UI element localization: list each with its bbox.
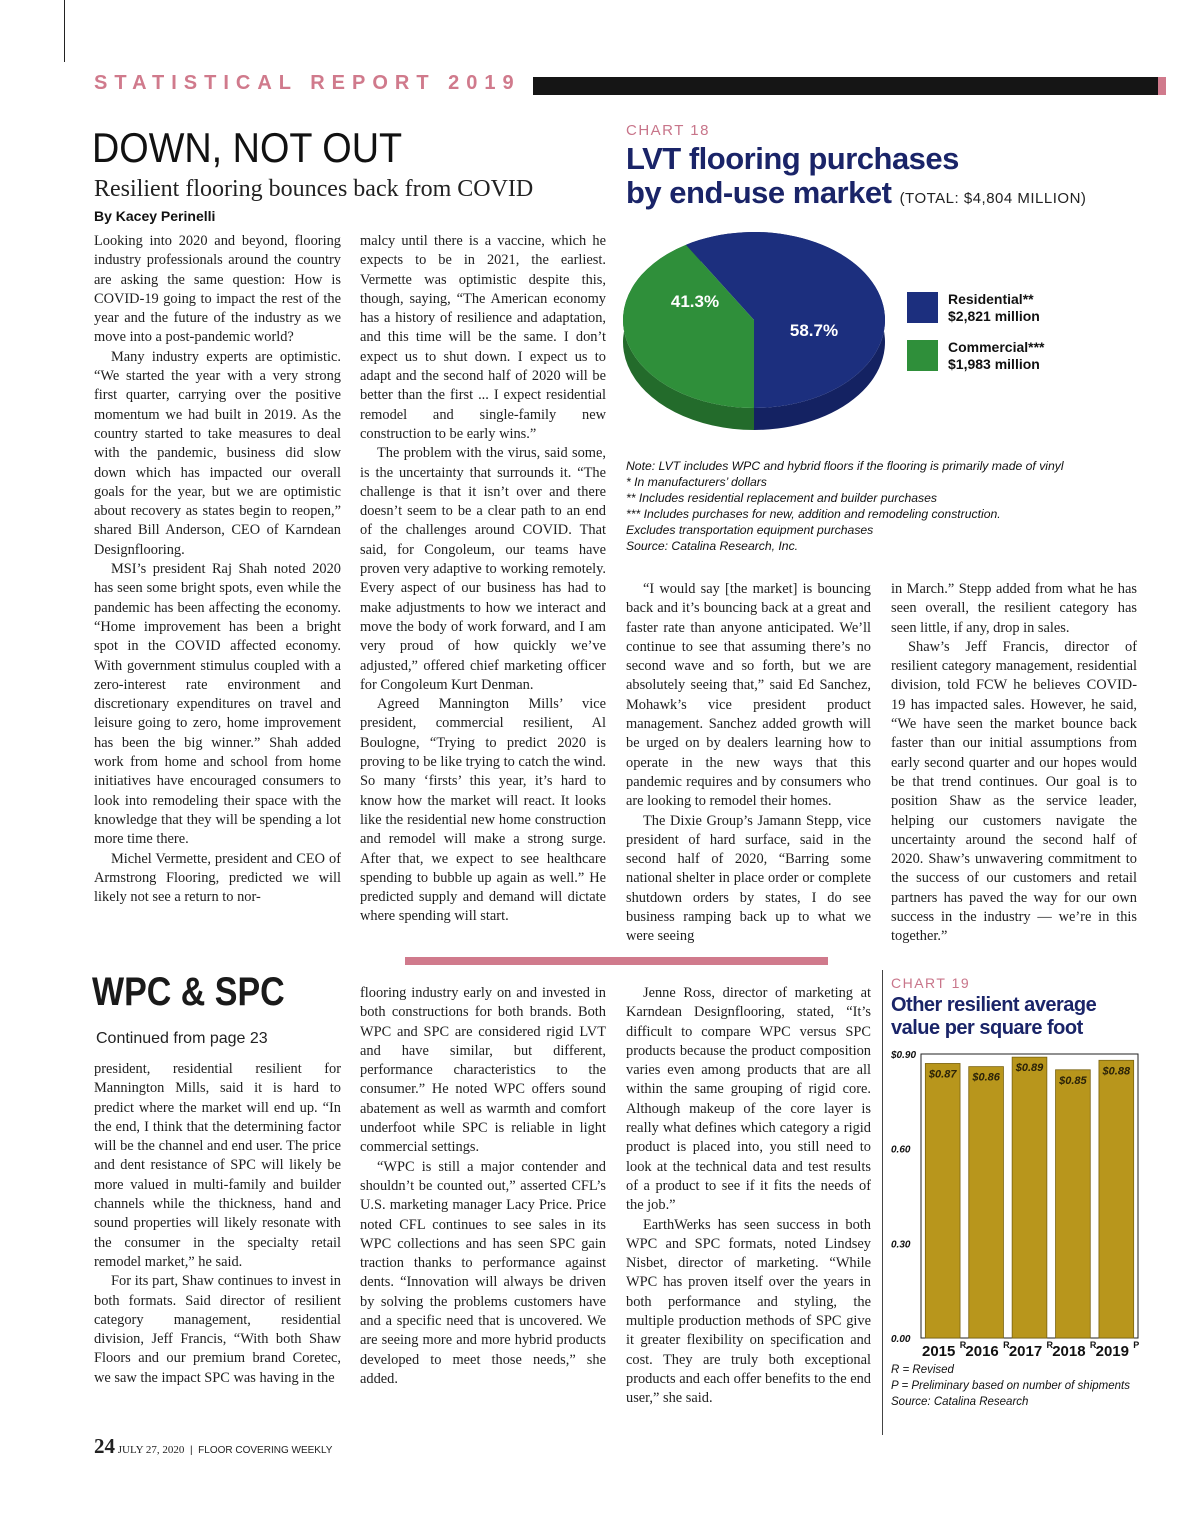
bar-2019 xyxy=(1099,1060,1134,1338)
paragraph: malcy until there is a vaccine, which he expects to be in 2021, the earliest. Vermette was optimistic despite this, though, saying, “The American economy has a history of resilience and adaptation, and this time will be the same. I don’t expect us to shut down. I expect us to adapt and the second half of 2020 will be better than the first ... I expect residential remodel and single-family new construction to be early wins.” xyxy=(360,233,606,442)
article-deck: Resilient flooring bounces back from COVID xyxy=(94,176,534,202)
header-accent xyxy=(1158,77,1166,95)
y-tick-label: 0.30 xyxy=(891,1239,911,1251)
x-tick-label: 2015 xyxy=(922,1343,956,1360)
wpc-column-3 xyxy=(626,984,871,1430)
article-column-2 xyxy=(360,232,606,947)
chart19-title xyxy=(891,994,1166,1040)
chart18-note: *** Includes purchases for new, addition and remodeling construction. xyxy=(626,507,1001,521)
legend-residential-label: Residential** xyxy=(948,291,1034,307)
wpc-column-1 xyxy=(94,1060,341,1430)
legend-residential xyxy=(948,291,1040,325)
x-tick-mark: P xyxy=(1133,1340,1140,1350)
chart18-pie xyxy=(620,225,910,450)
chart18-title xyxy=(626,142,1186,216)
pie-label-residential: 58.7% xyxy=(789,321,839,340)
chart19-notes xyxy=(891,1362,1166,1410)
paragraph: Looking into 2020 and beyond, flooring industry professionals around the country are asking the same question: How is COVID-19 going to impact the rest of the year and the future of the industry as we move into a post-pandemic world? xyxy=(94,233,341,346)
bar-value-label: $0.89 xyxy=(1015,1062,1044,1075)
x-tick-mark: R xyxy=(1003,1340,1010,1350)
paragraph: flooring industry early on and invested in both constructions for both brands. Both WPC and SPC are considered rigid LVT and have similar, but different, performance characteristics to the consumer.” He noted WPC offers sound abatement as well as warmth and comfort underfoot while SPC is reliable in light commercial settings. xyxy=(360,985,606,1156)
legend-commercial xyxy=(948,339,1045,373)
paragraph: Agreed Mannington Mills’ vice president, commercial resilient, Al Boulogne, “Trying to predict 2020 is proving to be like trying to catch the wind. So many ‘firsts’ this year, it’s hard to know how the market will react. It looks like the residential new home construction and remodel will make a strong surge. After that, we expect to see healthcare spending to bubble up again as well.” He predicted supply and demand will dictate where spending will start. xyxy=(360,696,606,925)
paragraph: The problem with the virus, said some, is the uncertainty that surrounds it. “The challenge is that it isn’t over and there doesn’t seem to be a clear path to an end of the challenges around COVID. That said, for Congoleum, our teams have proven very adaptive to working remotely. Every aspect of our business has had to make adjustments to how we interact and move the body of work forward, and I am very proud of how quickly we’ve adjusted,” offered chief marketing officer for Congoleum Kurt Denman. xyxy=(360,445,606,693)
chart19-note: Source: Catalina Research xyxy=(891,1396,1029,1408)
chart19-title-line2: value per square foot xyxy=(891,1017,1083,1039)
legend-commercial-amount: $1,983 million xyxy=(948,356,1040,372)
x-tick-label: 2018 xyxy=(1052,1343,1086,1360)
bar-2015 xyxy=(925,1063,960,1338)
page-number: 24 xyxy=(94,1434,115,1458)
x-tick-label: 2017 xyxy=(1008,1343,1043,1360)
chart18-notes xyxy=(626,458,1166,554)
y-tick-label: $0.90 xyxy=(891,1050,917,1061)
paragraph: Shaw’s Jeff Francis, director of resilient category management, residential division, told FCW he believes COVID-19 has impacted sales. However, he said, “We have seen the market bounce back faster than our initial assumptions from early second quarter and our hopes would be that trend continues. Our goal is to position Shaw as the service leader, helping our customers navigate the uncertainty around the second half of 2020. Shaw’s unwavering commitment to the success of our customers and retail partners has paved the way for our own success in the industry — we’re in this together.” xyxy=(891,638,1137,945)
x-tick-label: 2019 xyxy=(1095,1343,1129,1360)
paragraph: Michel Vermette, president and CEO of Armstrong Flooring, predicted we will likely not see a return to nor- xyxy=(94,850,341,906)
x-tick-label: 2016 xyxy=(965,1343,999,1360)
x-tick-mark: R xyxy=(959,1340,967,1350)
chart18-title-line1: LVT flooring purchases xyxy=(626,141,959,176)
chart18-total: (TOTAL: $4,804 MILLION) xyxy=(899,190,1087,207)
bar-2016 xyxy=(969,1067,1004,1338)
bar-2017 xyxy=(1012,1057,1047,1338)
bar-2018 xyxy=(1056,1070,1091,1338)
page-footer xyxy=(94,1434,332,1459)
chart18-note: Source: Catalina Research, Inc. xyxy=(626,539,799,553)
bar-value-label: $0.87 xyxy=(928,1068,957,1081)
chart19-note: R = Revised xyxy=(891,1364,954,1376)
paragraph: For its part, Shaw continues to invest in both formats. Said director of resilient category management, residential division, Jeff Francis, “With both Shaw Floors and our premium brand Coretec, we saw the impact SPC was having in the xyxy=(94,1273,341,1386)
legend-swatch-commercial xyxy=(907,340,938,371)
paragraph: “I would say [the market] is bouncing back and it’s bouncing back at a great and faster rate than anyone anticipated. We’ll continue to see that assuming there’s no second wave and so forth, but we are absolutely seeing that,” said Ed Sanchez, Mohawk’s vice president product management. Sanchez added growth will be urged on by dealers learning how to operate in the new ways that this pandemic requires and by consumers who are looking to remodel their homes. xyxy=(626,581,871,810)
bar-value-label: $0.88 xyxy=(1102,1065,1131,1078)
wpc-headline: WPC & SPC xyxy=(92,970,285,1014)
footer-separator: | xyxy=(189,1445,193,1456)
paragraph: president, residential resilient for Mannington Mills, said it is hard to predict where the market will end up. “In the end, I think that the determining factor will be the channel and end user. The price and dent resistance of SPC will likely be more valued in multi-family and builder channels while the thickness, hand and sound properties will likely resonate with the consumer in the specialty retail remodel market,” he said. xyxy=(94,1061,341,1270)
legend-swatch-residential xyxy=(907,292,938,323)
article-column-1 xyxy=(94,232,341,947)
chart18-kicker: CHART 18 xyxy=(626,122,710,139)
chart18-note: * In manufacturers’ dollars xyxy=(626,475,767,489)
chart19-note: P = Preliminary based on number of shipments xyxy=(891,1380,1130,1392)
x-tick-mark: R xyxy=(1089,1340,1097,1350)
legend-residential-amount: $2,821 million xyxy=(948,308,1040,324)
publication-name: FLOOR COVERING WEEKLY xyxy=(198,1445,333,1456)
article-column-3 xyxy=(626,580,871,947)
header-bar xyxy=(533,77,1158,95)
paragraph: Jenne Ross, director of marketing at Karndean Designflooring, stated, “It’s difficult to compare WPC versus SPC products because the product composition varies even among products that are all within the same grouping of rigid core. Although makeup of the core layer is really what defines which category a rigid product is placed into, you still need to look at the technical data and test results of a product to see if it fits the needs of the job.” xyxy=(626,985,871,1214)
paragraph: Many industry experts are optimistic. “We started the year with a very strong first quarter, carrying over the positive momentum we had built in 2019. As the country started to take measures to deal with the pandemic, business did slow down which has impacted our overall goals for the year, but we are optimistic about recovery as states begin to reopen,” shared Bill Anderson, CEO of Karndean Designflooring. xyxy=(94,348,341,558)
paragraph: MSI’s president Raj Shah noted 2020 has seen some bright spots, even while the pandemic has been affecting the economy. “Home improvement has been a bright spot in the COVID affected economy. With government stimulus coupled with a zero-interest rate environment and discretionary expenditures on travel and leisure going to zero, home improvement has been the big winner.” Shah added work from home and school from home initiatives have encouraged consumers to look into remodeling their space with the knowledge that they will be spending a lot more time there. xyxy=(94,561,341,848)
y-tick-label: 0.60 xyxy=(891,1144,911,1156)
section-title: STATISTICAL REPORT 2019 xyxy=(94,72,521,94)
article-column-4 xyxy=(891,580,1137,947)
issue-date: JULY 27, 2020 xyxy=(117,1444,185,1456)
chart18-title-line2: by end-use market xyxy=(626,175,892,210)
chart19-bar-chart xyxy=(883,1040,1168,1360)
continued-note: Continued from page 23 xyxy=(96,1030,268,1047)
top-left-rule xyxy=(64,0,65,62)
pie-label-commercial: 41.3% xyxy=(670,292,720,311)
section-divider xyxy=(405,957,828,965)
legend-commercial-label: Commercial*** xyxy=(948,339,1045,355)
y-tick-label: 0.00 xyxy=(891,1334,911,1345)
paragraph: The Dixie Group’s Jamann Stepp, vice president of hard surface, said in the second half of 2020, “Barring some national shelter in place order or complete shutdown orders by states, I do see business ramping back up to what we were seeing xyxy=(626,812,871,945)
x-tick-mark: R xyxy=(1046,1340,1053,1350)
chart18-note: Note: LVT includes WPC and hybrid floors if the flooring is primarily made of vinyl xyxy=(626,459,1064,473)
paragraph: in March.” Stepp added from what he has seen overall, the resilient category has seen little, if any, drop in sales. xyxy=(891,581,1137,636)
pie-top xyxy=(623,232,885,408)
bar-value-label: $0.86 xyxy=(972,1071,1000,1084)
chart19-title-line1: Other resilient average xyxy=(891,994,1097,1016)
bar-value-label: $0.85 xyxy=(1059,1074,1087,1087)
chart18-note: ** Includes residential replacement and builder purchases xyxy=(626,491,937,505)
paragraph: “WPC is still a major contender and shouldn’t be counted out,” asserted CFL’s U.S. marketing manager Lacy Price. Price noted CFL continues to see sales in its WPC collections and has seen SPC gain traction thanks to performance against dents. “Innovation will always be driven by solving the problems customers have and a specific need that is uncovered. We are seeing more and more hybrid products developed to meet those needs,” she added. xyxy=(360,1158,606,1387)
wpc-column-2 xyxy=(360,984,606,1430)
paragraph: EarthWerks has seen success in both WPC and SPC formats, noted Lindsey Nisbet, director of marketing. “While WPC has proven itself over the years in both performance and styling, the multiple production methods of SPC give it greater flexibility on specification and cost. They are truly both exceptional products and each offer benefits to the end user,” she said. xyxy=(626,1216,871,1407)
article-byline: By Kacey Perinelli xyxy=(94,208,216,224)
chart18-note: Excludes transportation equipment purchases xyxy=(626,523,874,537)
chart19-kicker: CHART 19 xyxy=(891,975,971,991)
article-headline: DOWN, NOT OUT xyxy=(92,124,403,171)
